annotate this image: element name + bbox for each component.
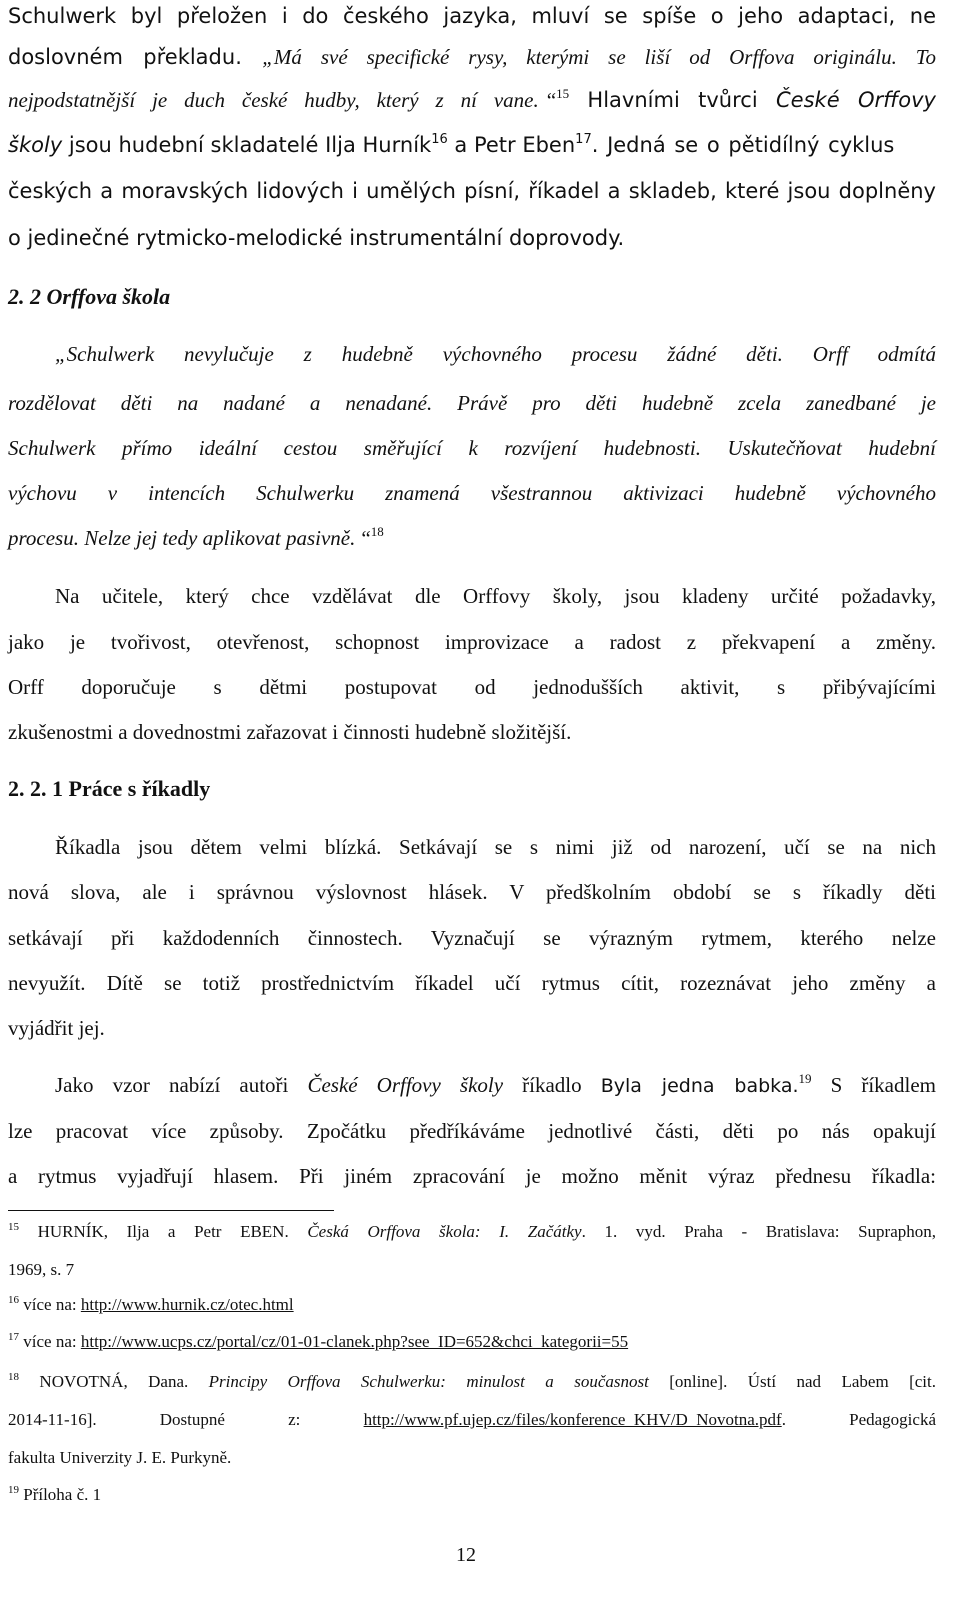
text: a rytmus vyjadřují hlasem. Při jiném zpracování je možno měnit výraz přednesu říkadla:: [8, 1164, 936, 1188]
footnote-ref-15: 15: [556, 86, 570, 101]
paragraph-1-line-4: [8, 133, 894, 157]
text: a Petr Eben: [447, 133, 576, 157]
book-title: České Orffovy: [776, 88, 936, 112]
text: Hlavními tvůrci: [569, 88, 777, 112]
quote-mark: “: [361, 526, 371, 550]
text: jsou hudební skladatelé Ilja Hurník: [62, 133, 432, 157]
footnote-ref-19: 19: [798, 1071, 812, 1086]
text: nevyužít. Dítě se totiž prostřednictvím říkadel učí rytmus cítit, rozeznávat jeho změny a: [8, 971, 936, 995]
paragraph-3-line-3: [8, 926, 936, 950]
page-number: 12: [456, 1544, 476, 1566]
book-title: Principy Orffova Schulwerku: minulost a současnost: [208, 1372, 649, 1391]
quote-line-5: [8, 526, 384, 550]
text: setkávají při každodenních činnostech. Vyznačují se výrazným rytmem, kterého nelze: [8, 926, 936, 950]
footnote-18-line-1: [8, 1372, 936, 1392]
text: Na učitele, který chce vzdělávat dle Orffovy školy, jsou kladeny určité požadavky,: [55, 584, 936, 608]
section-heading-2-2: [8, 285, 170, 309]
text: 2014-11-16]. Dostupné z:: [8, 1410, 364, 1429]
footnote-number: 18: [8, 1371, 19, 1383]
footnote-ref-16: 16: [431, 132, 448, 147]
text: více na:: [19, 1332, 81, 1351]
book-title: České Orffovy školy: [307, 1073, 504, 1097]
footnote-number: 17: [8, 1331, 19, 1343]
footnote-19: [8, 1485, 101, 1505]
paragraph-2-line-4: [8, 720, 571, 744]
paragraph-4-line-2: [8, 1119, 936, 1143]
text: lze pracovat více způsoby. Zpočátku předříkáváme jednotlivé části, děti po nás opakují: [8, 1119, 936, 1143]
hurnik-link[interactable]: http://www.hurnik.cz/otec.html: [80, 1295, 294, 1314]
footnote-15-line-1: [8, 1222, 936, 1242]
footnote-number: 19: [8, 1484, 19, 1496]
text: výchovu v intencích Schulwerku znamená všestrannou aktivizaci hudebně výchovného: [8, 481, 936, 505]
paragraph-2-line-1: [55, 584, 936, 608]
paragraph-1-line-5: [8, 179, 936, 203]
text: fakulta Univerzity J. E. Purkyně.: [8, 1448, 232, 1467]
quote-line-4: [8, 481, 936, 505]
book-title: školy: [8, 133, 63, 157]
text: Říkadla jsou dětem velmi blízká. Setkávají se s nimi již od narození, učí se na nich: [55, 835, 936, 859]
footnote-15-line-2: [8, 1260, 74, 1280]
section-heading-2-2-1: [8, 777, 210, 801]
text: Příloha č. 1: [19, 1485, 102, 1504]
paragraph-1-line-1: [8, 4, 936, 28]
footnote-16: [8, 1295, 294, 1315]
footnote-separator: [8, 1210, 334, 1211]
text: HURNÍK, Ilja a Petr EBEN.: [19, 1222, 308, 1241]
text: Orff doporučuje s dětmi postupovat od jednodušších aktivit, s přibývajícími: [8, 675, 936, 699]
quote-line-1: [55, 342, 936, 366]
text: [online]. Ústí nad Labem [cit.: [648, 1372, 936, 1391]
quote-line-2: [8, 391, 936, 415]
paragraph-1-line-2: [8, 45, 936, 69]
paragraph-3-line-5: [8, 1016, 105, 1040]
paragraph-4-line-1: [55, 1073, 936, 1098]
footnote-18-line-2: [8, 1410, 936, 1430]
citation-quote: „Má své specifické rysy, kterými se liší od Orffova originálu. To: [262, 45, 936, 69]
text: „Schulwerk nevylučuje z hudebně výchovného procesu žádné děti. Orff odmítá: [55, 342, 936, 366]
text: jako je tvořivost, otevřenost, schopnost improvizace a radost z překvapení a změny.: [8, 630, 936, 654]
paragraph-1-line-3: [8, 88, 936, 112]
paragraph-3-line-1: [55, 835, 936, 859]
heading-text: 2. 2. 1 Práce s říkadly: [8, 776, 211, 801]
text: Schulwerk byl přeložen i do českého jazyka, mluví se spíše o jeho adaptaci, ne: [8, 4, 936, 28]
quote-line-3: [8, 436, 936, 460]
paragraph-3-line-2: [8, 880, 936, 904]
text: říkadlo: [503, 1073, 601, 1097]
footnote-number: 16: [8, 1294, 19, 1306]
rhyme-title: Byla jedna babka.: [600, 1075, 799, 1097]
ucps-link[interactable]: http://www.ucps.cz/portal/cz/01-01-clanek.php?see_ID=652&chci_kategorii=55: [80, 1332, 629, 1351]
text: Schulwerk přímo ideální cestou směřující k rozvíjení hudebnosti. Uskutečňovat hudební: [8, 436, 936, 460]
paragraph-3-line-4: [8, 971, 936, 995]
pf-ujep-link[interactable]: http://www.pf.ujep.cz/files/konference_KHV/D_Novotna.pdf: [363, 1410, 782, 1429]
text: nová slova, ale i správnou výslovnost hlásek. V předškolním období se s říkadly děti: [8, 880, 936, 904]
text: o jedinečné rytmicko-melodické instrumentální doprovody.: [8, 226, 625, 250]
text: NOVOTNÁ, Dana.: [19, 1372, 209, 1391]
text: zkušenostmi a dovednostmi zařazovat i činnosti hudebně složitější.: [8, 720, 572, 744]
paragraph-4-line-3: [8, 1164, 936, 1188]
paragraph-2-line-3: [8, 675, 936, 699]
text: českých a moravských lidových i umělých písní, říkadel a skladeb, které jsou doplněny: [8, 179, 936, 203]
text: . Jedná se o pětidílný cyklus: [591, 133, 895, 157]
text: doslovném překladu.: [8, 45, 263, 69]
text: procesu. Nelze jej tedy aplikovat pasivně.: [8, 526, 356, 550]
footnote-ref-17: 17: [575, 132, 592, 147]
text: vyjádřit jej.: [8, 1016, 105, 1040]
footnote-18-line-3: [8, 1448, 231, 1468]
text: . 1. vyd. Praha - Bratislava: Supraphon,: [581, 1222, 936, 1241]
quote-mark: “: [546, 88, 557, 112]
heading-text: 2. 2 Orffova škola: [8, 284, 171, 309]
text: S říkadlem: [811, 1073, 936, 1097]
citation-quote: nejpodstatnější je duch české hudby, který z ní vane.: [8, 88, 539, 112]
footnote-ref-18: 18: [370, 524, 384, 539]
footnote-17: [8, 1332, 628, 1352]
text: . Pedagogická: [781, 1410, 936, 1429]
book-title: Česká Orffova škola: I. Začátky: [307, 1222, 582, 1241]
text: více na:: [19, 1295, 81, 1314]
text: 1969, s. 7: [8, 1260, 75, 1279]
text: rozdělovat děti na nadané a nenadané. Právě pro děti hudebně zcela zanedbané je: [8, 391, 936, 415]
paragraph-2-line-2: [8, 630, 936, 654]
footnote-number: 15: [8, 1221, 19, 1233]
document-page: [8, 0, 936, 1607]
paragraph-1-line-6: [8, 226, 624, 250]
text: Jako vzor nabízí autoři: [55, 1073, 308, 1097]
